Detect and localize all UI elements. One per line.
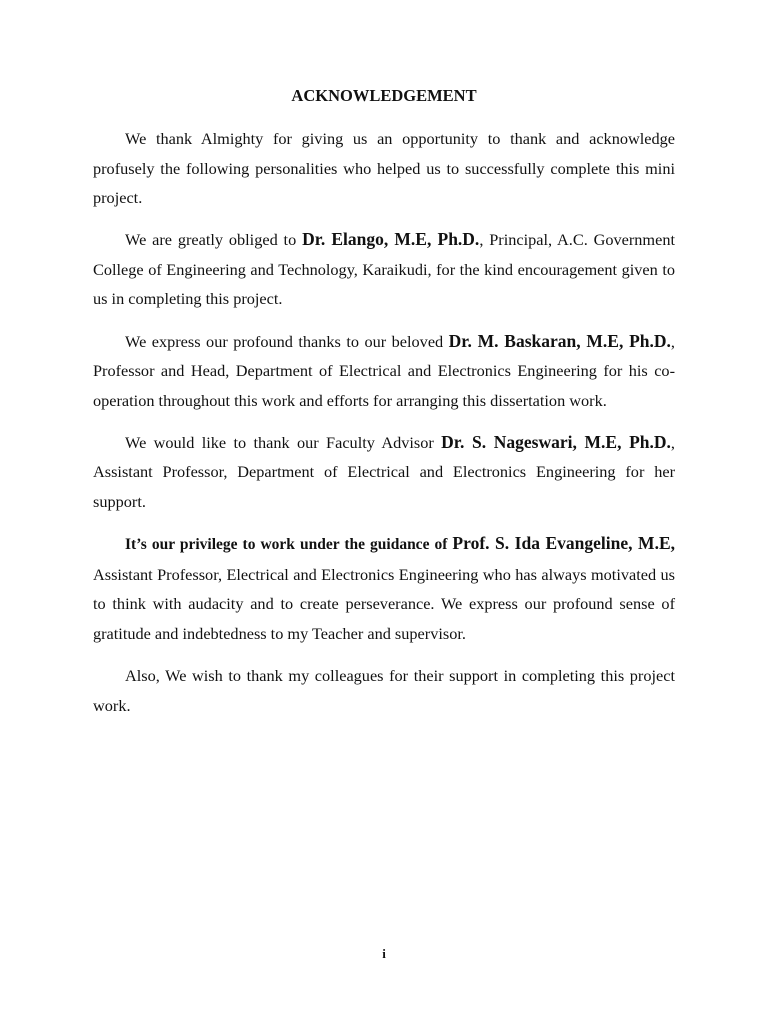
paragraph-text: We would like to thank our Faculty Advisor [125, 432, 442, 452]
paragraph-text: , Professor and Head, Department of Electrical and Electronics Engineering for his co-operation throughout this work and efforts for arranging this dissertation work. [93, 331, 675, 410]
paragraph-text: We are greatly obliged to [125, 230, 303, 250]
paragraph-text: We express our profound thanks to our beloved [125, 331, 449, 351]
paragraph-faculty-advisor [93, 428, 675, 517]
document-body [93, 124, 675, 733]
paragraph-text: , Principal, A.C. Government College of Engineering and Technology, Karaikudi, for the kind encouragement given to us in completing this project. [93, 230, 675, 309]
paragraph-text: It’s our privilege to work under the guidance of [125, 536, 453, 554]
person-name: Dr. S. Nageswari, M.E, Ph.D. [441, 431, 671, 452]
paragraph-hod [93, 327, 675, 416]
paragraph-principal [93, 225, 675, 314]
paragraph-guide [93, 529, 675, 648]
paragraph-text: Also, We wish to thank my colleagues for their support in completing this project work. [93, 666, 675, 715]
paragraph-text: , Assistant Professor, Department of Electrical and Electronics Engineering for her support. [93, 432, 675, 512]
page-number: i [382, 946, 386, 961]
paragraph-text: Assistant Professor, Electrical and Electronics Engineering who has always motivated us to think with audacity and to create perseverance. We express our profound sense of gratitude and indebtedness to my Teacher and supervisor. [93, 564, 675, 643]
paragraph-thanks-almighty [93, 124, 675, 213]
page-title: ACKNOWLEDGEMENT [291, 86, 477, 105]
person-name: Dr. Elango, M.E, Ph.D. [302, 229, 480, 250]
paragraph-colleagues [93, 661, 675, 720]
paragraph-text: We thank Almighty for giving us an opportunity to thank and acknowledge profusely the following personalities who helped us to successfully complete this mini project. [93, 129, 675, 208]
person-name: Prof. S. Ida Evangeline, M.E, [452, 533, 675, 554]
person-name: Dr. M. Baskaran, M.E, Ph.D. [448, 330, 671, 351]
